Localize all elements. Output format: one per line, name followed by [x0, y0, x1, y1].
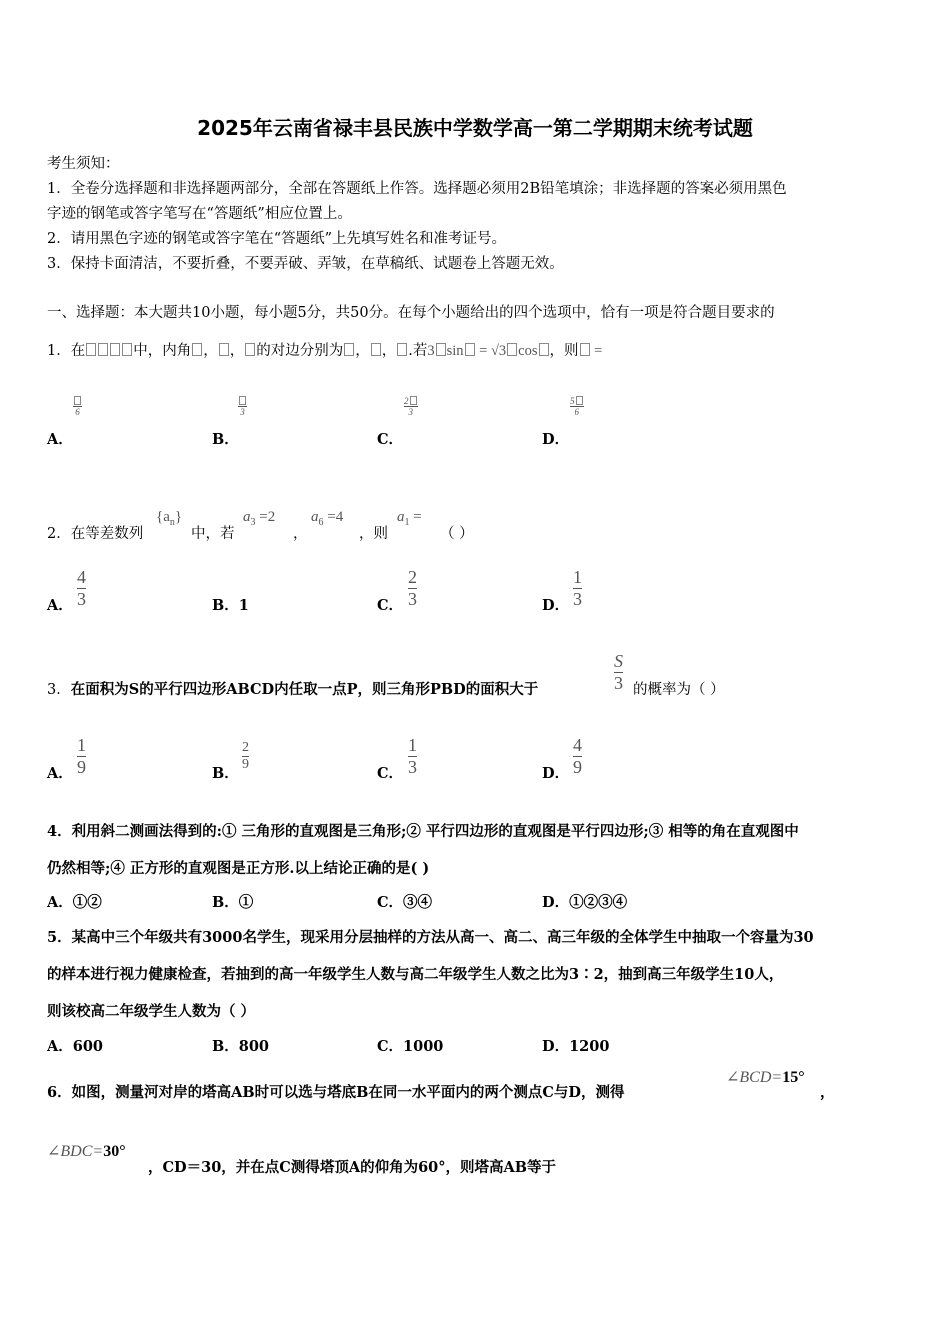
notice-heading: 考生须知： — [47, 156, 120, 172]
option-a-fraction: 6 — [73, 396, 82, 417]
option-c: C． — [377, 765, 404, 782]
option-c-fraction: 2 3 — [408, 567, 417, 609]
question-5-line: 则该校高二年级学生人数为（ ） — [47, 1003, 256, 1020]
question-1-stem: 1．在 中，内角 ， ， 的对边分别为 ， ， .若3 sin = √3 cos ，则 = — [47, 343, 603, 359]
question-2-stem: 2．在等差数列 — [47, 526, 144, 542]
angle-bcd: ∠BCD=15° — [726, 1069, 805, 1086]
question-number: 2． — [47, 526, 71, 542]
option-b: B． — [212, 765, 239, 782]
option-c-fraction: 2 3 — [404, 396, 418, 417]
option-b-fraction: 2 9 — [242, 740, 249, 772]
notice-item: 字迹的钢笔或答字笔写在“答题纸”相应位置上。 — [47, 206, 352, 222]
section-heading: 一、选择题：本大题共10小题，每小题5分，共50分。在每个小题给出的四个选项中，恰有一项是符合题目要求的 — [47, 305, 775, 321]
question-3-tail: 的概率为（ ） — [633, 682, 725, 698]
term-a3: $a_3 =2$ — [243, 509, 276, 528]
option-b-fraction: 3 — [238, 396, 247, 417]
comma: ， — [293, 526, 308, 542]
term-a6: $a_6 =4$ — [311, 509, 344, 528]
option-c: C． — [377, 431, 404, 448]
angle-bdc: ∠BDC=30° — [47, 1143, 126, 1160]
option-b: B．800 — [212, 1038, 270, 1055]
question-number: 1． — [47, 343, 71, 359]
notice-item: 3．保持卡面清洁，不要折叠，不要弄破、弄皱，在草稿纸、试题卷上答题无效。 — [47, 256, 564, 272]
option-b: B．1 — [212, 597, 249, 614]
question-4-line: 仍然相等;④ 正方形的直观图是正方形.以上结论正确的是( ) — [47, 860, 430, 877]
option-d: D．1200 — [542, 1038, 610, 1055]
option-d-fraction: 5 6 — [570, 396, 584, 417]
missing-glyph-icon — [86, 343, 96, 356]
option-c: C． — [377, 597, 404, 614]
question-3-fraction: S 3 — [614, 651, 623, 693]
question-4-line: 4．利用斜二测画法得到的:① 三角形的直观图是三角形;② 平行四边形的直观图是平行四边形;③ 相等的角在直观图中 — [47, 823, 799, 840]
option-d: D． — [542, 765, 570, 782]
option-d-fraction: 4 9 — [573, 735, 582, 777]
option-a: A． — [47, 765, 73, 782]
option-c-fraction: 1 3 — [408, 735, 417, 777]
question-5-line: 的样本进行视力健康检查，若抽到的高一年级学生人数与高二年级学生人数之比为3∶2，抽到高三年级学生10人， — [47, 966, 784, 983]
option-d: D． — [542, 431, 570, 448]
option-a-fraction: 4 3 — [77, 567, 86, 609]
option-a: A． — [47, 597, 73, 614]
question-number: 3． — [47, 682, 71, 698]
notice-item: 1．全卷分选择题和非选择题两部分，全部在答题纸上作答。选择题必须用2B铅笔填涂；非选择题的答案必须用黑色 — [47, 181, 787, 197]
option-a: A．600 — [47, 1038, 104, 1055]
option-d-fraction: 1 3 — [573, 567, 582, 609]
answer-blank: （ ） — [440, 526, 474, 542]
option-b: B． — [212, 431, 239, 448]
option-a-fraction: 1 9 — [77, 735, 86, 777]
option-d: D． — [542, 597, 570, 614]
comma: ， — [820, 1084, 835, 1101]
question-6-line: ，CD＝30，并在点C测得塔顶A的仰角为60°，则塔高AB等于 — [148, 1159, 557, 1176]
question-6-line: 6．如图，测量河对岸的塔高AB时可以选与塔底B在同一水平面内的两个测点C与D，测得 — [47, 1084, 625, 1101]
page-title: 2025年云南省禄丰县民族中学数学高一第二学期期末统考试题 — [197, 116, 753, 140]
option-d: D．①②③④ — [542, 894, 628, 911]
option-c: C．1000 — [377, 1038, 444, 1055]
option-c: C．③④ — [377, 894, 433, 911]
sequence-notation: $\{a_n\}$ — [156, 509, 183, 528]
option-b: B．① — [212, 894, 254, 911]
question-5-line: 5．某高中三个年级共有3000名学生，现采用分层抽样的方法从高一、高二、高三年级的全体学生中抽取一个容量为30 — [47, 929, 814, 946]
option-a: A．①② — [47, 894, 102, 911]
option-a: A． — [47, 431, 73, 448]
term-a1: $a_1$ = — [397, 509, 422, 528]
question-2-text: ，则 — [359, 526, 388, 542]
question-3-stem: 3．在面积为S的平行四边形ABCD内任取一点P，则三角形PBD的面积大于 — [47, 681, 539, 698]
notice-item: 2．请用黑色字迹的钢笔或答字笔在“答题纸”上先填写姓名和准考证号。 — [47, 231, 507, 247]
question-2-text: 中，若 — [191, 526, 235, 542]
